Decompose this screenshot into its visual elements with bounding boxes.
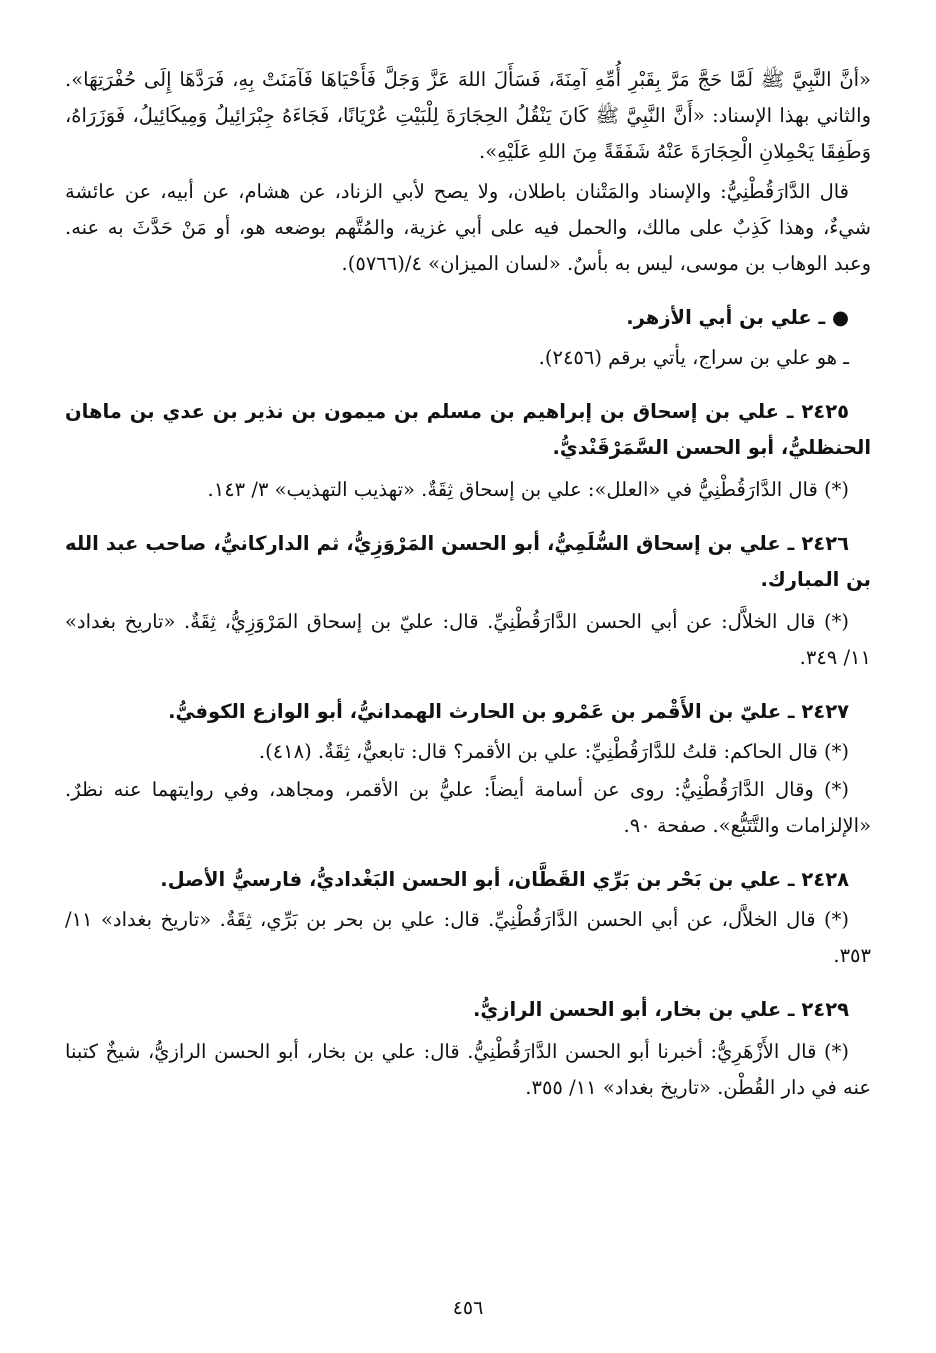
entry-title: ٢٤٢٩ ـ علي بن بخار، أبو الحسن الرازيُّ. (472, 998, 849, 1021)
entry-title: ٢٤٢٥ ـ علي بن إسحاق بن إبراهيم بن مسلم بن ميمون بن نذير بن عدي بن ماهان الحنظليُّ، أبو الحسن السَّمَرْقَنْديُّ. (65, 400, 871, 459)
entry-line: (*) قال الخلاَّل، عن أبي الحسن الدَّارَقُطْنِيِّ. قال: علي بن بحر بن بَرِّي، ثِقَةٌ. «تاريخ بغداد» ١١/ ٣٥٣. (65, 908, 871, 967)
entry-line: ـ هو علي بن سراج، يأتي برقم (٢٤٥٦). (538, 346, 849, 369)
entry-title: ● ـ علي بن أبي الأزهر. (626, 306, 849, 329)
entry-ali-ibn-abi-al-azhar (65, 300, 871, 376)
page-number: ٤٥٦ (452, 1297, 484, 1319)
entry-line: (*) قال الأَزْهَرِيُّ: أخبرنا أبو الحسن الدَّارَقُطْنِيُّ. قال: علي بن بخار، أبو الحسن الرازيُّ، شيخٌ كتبنا عنه في دار القُطْن. «تاريخ بغداد» ١١/ ٣٥٥. (65, 1040, 871, 1099)
page-body (65, 62, 871, 1292)
entry-2428 (65, 862, 871, 974)
entry-2429 (65, 992, 871, 1106)
entry-title: ٢٤٢٧ ـ عليّ بن الأَقْمر بن عَمْرو بن الحارث الهمدانيُّ، أبو الوازع الكوفيُّ. (168, 700, 849, 723)
entry-title: ٢٤٢٦ ـ علي بن إسحاق السُّلَمِيُّ، أبو الحسن المَرْوَزِيُّ، ثم الداركانيُّ، صاحب عبد الله بن المبارك. (65, 532, 871, 591)
entry-2426 (65, 526, 871, 676)
entry-2425 (65, 394, 871, 508)
entry-line: (*) قال الحاكم: قلتُ للدَّارَقُطْنِيِّ: علي بن الأقمر؟ قال: تابعيٌّ، ثِقَةٌ. (٤١٨). (258, 740, 849, 763)
entry-2427 (65, 694, 871, 844)
entry-title: ٢٤٢٨ ـ علي بن بَحْر بن بَرِّي القَطَّان، أبو الحسن البَغْداديُّ، فارسيُّ الأصل. (160, 868, 849, 891)
entry-line: (*) وقال الدَّارَقُطْنِيُّ: روى عن أسامة أيضاً: عليُّ بن الأقمر، ومجاهد، وفي روايتهما عنه نظرٌ. «الإلزامات والتَّتَبُّع». صفحة ٩٠. (65, 778, 871, 837)
intro-paragraph-1: «أنَّ النَّبِيَّ ﷺ لَمَّا حَجَّ مَرَّ بِقَبْرِ أُمِّهِ آمِنَةَ، فَسَأَلَ اللهَ عَزَّ وَجَلَّ فَأَحْيَاهَا فَآمَنَتْ بِهِ، فَرَدَّهَا إِلَى حُفْرَتِهَا». والثاني بهذا الإسناد: «أَنَّ النَّبِيَّ ﷺ كَانَ يَنْقُلُ الحِجَارَةَ لِلْبَيْتِ عُرْيَانًا، فَجَاءَهُ جِبْرَائِيلُ وَمِيكَائِيلُ، فَوَزَرَاهُ، وَطَفِقَا يَحْمِلانِ الْحِجَارَةَ عَنْهُ شَفَقَةً مِنَ اللهِ عَلَيْهِ». (65, 68, 871, 163)
intro-paragraph-2: قال الدَّارَقُطْنِيُّ: والإسناد والمَتْنان باطلان، ولا يصح لأبي الزناد، عن هشام، عن أبيه، عن عائشة شيءٌ، وهذا كَذِبٌ على مالك، والحمل فيه على أبي غزية، والمُتَّهم بوضعه هو، أو مَنْ حَدَّثَ به عنه. وعبد الوهاب بن موسى، ليس به بأسٌ. «لسان الميزان» ٤/(٥٧٦٦). (65, 180, 871, 275)
entry-line: (*) قال الدَّارَقُطْنِيُّ في «العلل»: علي بن إسحاق ثِقَةٌ. «تهذيب التهذيب» ٣/ ١٤٣. (207, 478, 849, 501)
entry-line: (*) قال الخلاَّل: عن أبي الحسن الدَّارَقُطْنِيِّ. قال: عليّ بن إسحاق المَرْوَزِيُّ، ثِقَةٌ. «تاريخ بغداد» ١١/ ٣٤٩. (65, 610, 871, 669)
